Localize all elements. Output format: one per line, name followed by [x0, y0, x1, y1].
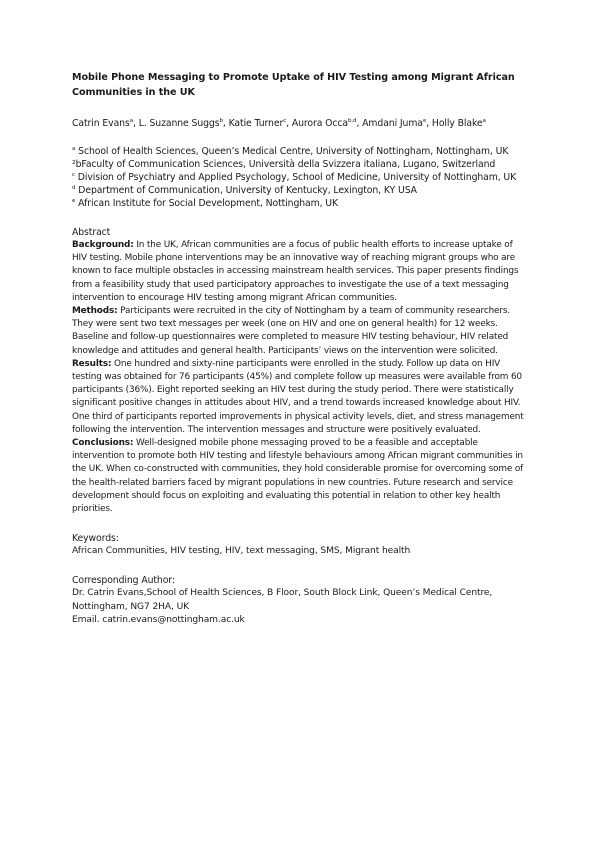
abstract-results: [72, 358, 527, 437]
paper-title: Mobile Phone Messaging to Promote Uptake of HIV Testing among Migrant African Communities in the UK: [72, 72, 515, 98]
abstract-section-text: In the UK, African communities are a focus of public health efforts to increase uptake of HIV testing. Mobile phone interventions may be an innovative way of reaching migrant groups who are known to face multiple obstacles in accessing mainstream health services. This paper presents findings from a feasibility study that used participatory approaches to investigate the use of a text messaging intervention to encourage HIV testing among migrant African communities.: [72, 240, 519, 303]
affiliation-item: [72, 171, 527, 184]
abstract-body: [72, 239, 527, 516]
corresponding-author-address: Dr. Catrin Evans,School of Health Sciences, B Floor, South Block Link, Queen’s Medical Centre, Nottingham, NG7 2HA, UK: [72, 588, 493, 612]
abstract-section-label: Results:: [72, 358, 112, 369]
abstract-section-label: Background:: [72, 240, 134, 250]
author-name: Katie Turner: [228, 118, 284, 129]
author-affiliation-mark: a: [482, 118, 486, 124]
affiliation-text: Department of Communication, University of Kentucky, Lexington, KY USA: [78, 185, 417, 196]
author-affiliation-mark: a: [129, 118, 133, 124]
abstract-section-label: Conclusions:: [72, 438, 134, 449]
affiliation-item: [72, 184, 527, 197]
author-list: Catrin Evans$^a$, L. Suzanne Suggs$^b$, Katie Turner$^c$, Aurora Occa$^{b,d}$, Amdani Juma$^e$, Holly Blake$^a$: [72, 118, 486, 129]
author-name: Aurora Occa: [291, 118, 349, 129]
abstract-section-text: Participants were recruited in the city of Nottingham by a team of community researchers. They were sent two text messages per week (one on HIV and one on general health) for 12 weeks. Baseline and follow-up questionnaires were completed to measure HIV testing behaviour, HIV related knowledge and attitudes and general health. Participants’ views on the intervention were solicited.: [72, 306, 511, 356]
abstract-section-label: Methods:: [72, 306, 118, 317]
author-name: L. Suzanne Suggs: [138, 118, 220, 129]
affiliation-text: School of Health Sciences, Queen’s Medical Centre, University of Nottingham, Nottingham, UK: [78, 146, 509, 157]
corresponding-author-heading: Corresponding Author:: [72, 575, 175, 587]
author-name: Catrin Evans: [72, 118, 130, 129]
paper-first-page: [72, 70, 527, 627]
affiliation-list: [72, 145, 527, 210]
abstract-methods: [72, 305, 527, 358]
keywords-section: [72, 532, 527, 558]
affiliation-text: African Institute for Social Development, Nottingham, UK: [78, 198, 339, 209]
affiliation-mark: e: [72, 198, 76, 204]
affiliation-mark: d: [72, 185, 76, 191]
affiliation-mark: a: [72, 146, 76, 152]
corresponding-author-email[interactable]: Email. catrin.evans@nottingham.ac.uk: [72, 614, 245, 625]
author-affiliation-mark: b,d: [348, 118, 357, 124]
abstract-background: [72, 239, 527, 305]
author-affiliation-mark: e: [422, 118, 427, 124]
abstract-section-text: Well-designed mobile phone messaging proved to be a feasible and acceptable intervention to promote both HIV testing and lifestyle behaviours among African migrant communities in the UK. When co-constructed with communities, they hold considerable promise for overcoming some of the health-related barriers faced by migrant populations in new countries. Future research and service development should focus on exploiting and evaluating this potential in relation to other key health priorities.: [72, 438, 524, 515]
abstract-conclusions: [72, 437, 527, 516]
abstract-section-text: One hundred and sixty-nine participants were enrolled in the study. Follow up data on HIV testing was obtained for 76 participants (45%) and complete follow up measures were available from 60 participants (36%). Eight reported seeking an HIV test during the study period. There were statistically significant positive changes in attitudes about HIV, and a trend towards increased knowledge about HIV. One third of participants reported improvements in physical activity levels, diet, and stress management following the intervention. The intervention messages and structure were positively evaluated.: [72, 358, 524, 435]
author-affiliation-mark: c: [283, 118, 287, 124]
author-affiliation-mark: b: [219, 118, 223, 124]
corresponding-author-section: [72, 574, 527, 627]
affiliation-item: [72, 197, 527, 210]
author-name: Holly Blake: [431, 118, 483, 129]
abstract-heading: Abstract: [72, 227, 111, 238]
author-name: Amdani Juma: [362, 118, 423, 129]
keywords-heading: Keywords:: [72, 533, 119, 545]
affiliation-text: Division of Psychiatry and Applied Psychology, School of Medicine, University of Nottingham, UK: [77, 172, 517, 183]
affiliation-mark: c: [72, 172, 75, 178]
affiliation-text: ²bFaculty of Communication Sciences, Università della Svizzera italiana, Lugano, Switzerland: [72, 159, 496, 170]
affiliation-item: [72, 158, 527, 171]
keywords-text: African Communities, HIV testing, HIV, text messaging, SMS, Migrant health: [72, 546, 411, 557]
affiliation-item: [72, 145, 527, 158]
